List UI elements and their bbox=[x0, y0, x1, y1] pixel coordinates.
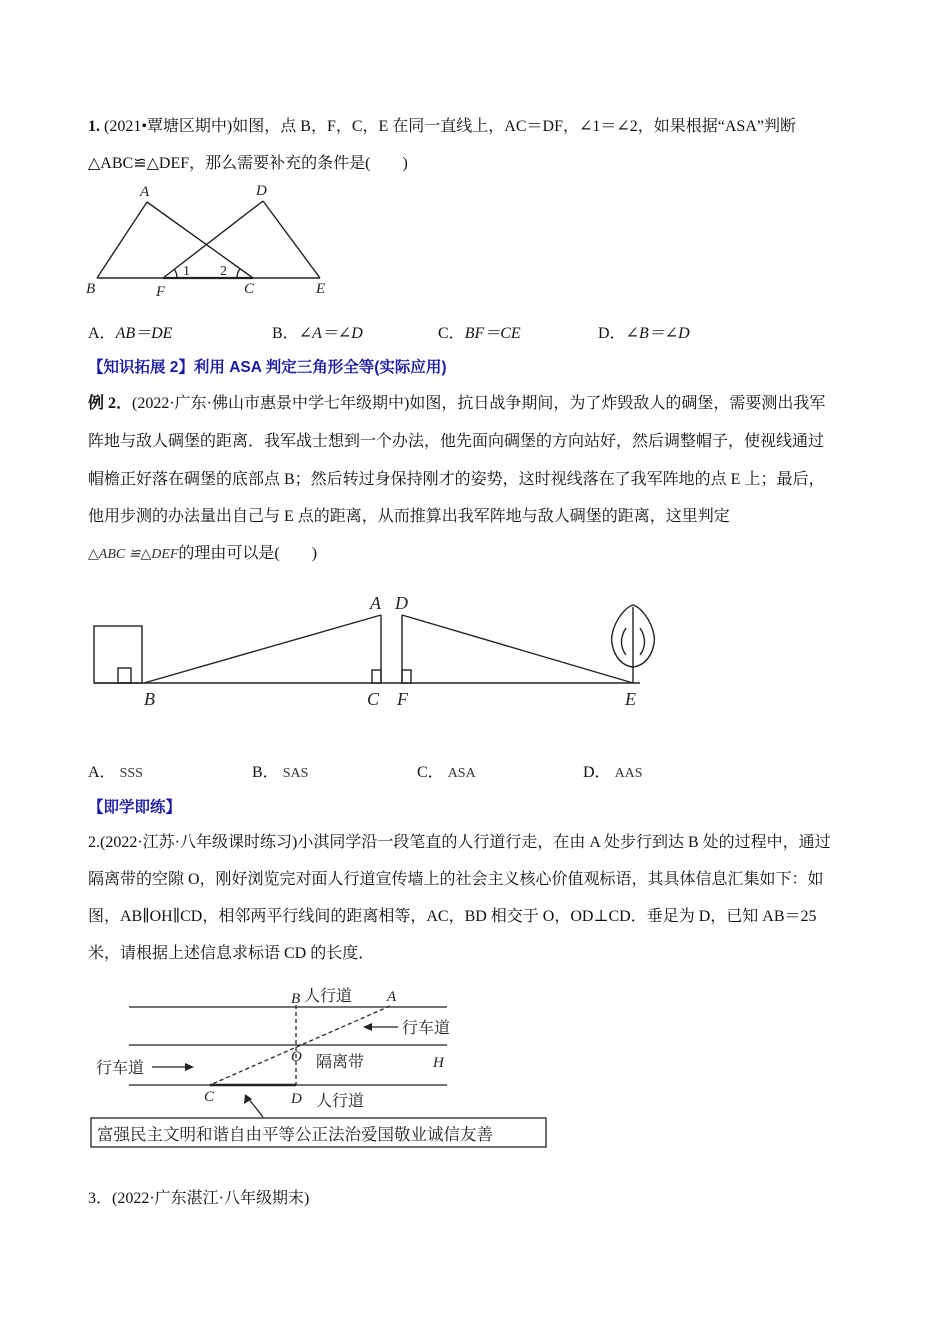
q1-line2: △ABC≌△DEF，那么需要补充的条件是( ) bbox=[88, 155, 408, 172]
q1-number: 1. bbox=[88, 118, 100, 135]
ex2-line4: 他用步测的办法量出自己与 E 点的距离，从而推算出我军阵地与敌人碉堡的距离，这里判定 bbox=[88, 508, 730, 525]
q1-option-c[interactable]: C．BF＝CE bbox=[438, 325, 521, 342]
q2-slogan: 富强民主文明和谐自由平等公正法治爱国敬业诚信友善 bbox=[97, 1126, 493, 1144]
ex2-number: 例 2． bbox=[88, 395, 133, 412]
ex2-label-e: E bbox=[625, 689, 636, 709]
ex2-label-b: B bbox=[144, 689, 155, 709]
ex2-bunker-figure bbox=[80, 585, 680, 715]
q2-sidewalk-top: 人行道 bbox=[304, 988, 353, 1005]
q2-median: 隔离带 bbox=[316, 1054, 365, 1071]
q2-label-c: C bbox=[204, 1089, 215, 1105]
q2-line4: 米，请根据上述信息求标语 CD 的长度． bbox=[88, 945, 375, 962]
q3-line1: 3．(2022·广东湛江·八年级期末) bbox=[88, 1190, 310, 1207]
q2-sidewalk-bottom: 人行道 bbox=[316, 1093, 365, 1110]
q1-label-d: D bbox=[256, 183, 267, 199]
q1-triangle-figure bbox=[80, 180, 360, 300]
q1-option-d[interactable]: D．∠B＝∠D bbox=[598, 325, 690, 342]
ex2-label-a: A bbox=[370, 593, 381, 613]
practice-heading: 【即学即练】 bbox=[88, 799, 182, 816]
q2-label-a: A bbox=[387, 989, 397, 1005]
q2-line2: 隔离带的空隙 O，刚好浏览完对面人行道宣传墙上的社会主义核心价值观标语，其具体信息汇集如下：如 bbox=[88, 871, 824, 888]
q2-label-d: D bbox=[291, 1091, 302, 1107]
ex2-option-d[interactable]: D． AAS bbox=[583, 764, 643, 781]
ex2-label-c: C bbox=[367, 689, 380, 709]
q2-line3: 图，AB∥OH∥CD，相邻两平行线间的距离相等，AC，BD 相交于 O，OD⊥CD．垂足为 D，已知 AB＝25 bbox=[88, 908, 817, 925]
ex2-option-a[interactable]: A． SSS bbox=[88, 764, 143, 781]
q1-label-e: E bbox=[316, 281, 326, 297]
ex2-line2: 阵地与敌人碉堡的距离．我军战士想到一个办法，他先面向碉堡的方向站好，然后调整帽子，使视线通过 bbox=[88, 433, 825, 450]
ex2-label-d: D bbox=[395, 593, 408, 613]
q1-label-b: B bbox=[86, 281, 96, 297]
ex2-line1: 例 2．(2022·广东·佛山市惠景中学七年级期中)如图，抗日战争期间，为了炸毁敌人的碉堡，需要测出我军 bbox=[88, 395, 826, 412]
q2-label-b: B bbox=[291, 991, 301, 1007]
q2-label-o: O bbox=[291, 1049, 302, 1065]
q1-label-c: C bbox=[244, 281, 255, 297]
q1-angle-1: 1 bbox=[183, 264, 190, 279]
q1-option-a[interactable]: A．AB＝DE bbox=[88, 325, 173, 342]
ex2-line5: △ABC ≌△DEF的理由可以是( ) bbox=[88, 545, 318, 562]
q2-lane-top: 行车道 bbox=[402, 1020, 451, 1037]
q1-option-b[interactable]: B．∠A＝∠D bbox=[272, 325, 363, 342]
ex2-math: △ABC ≌△DEF bbox=[88, 547, 179, 562]
q1-label-f: F bbox=[156, 284, 166, 300]
q1-label-a: A bbox=[140, 184, 150, 200]
q2-lane-bottom: 行车道 bbox=[96, 1060, 145, 1077]
q2-line1: 2.(2022·江苏·八年级课时练习)小淇同学沿一段笔直的人行道行走，在由 A 处步行到达 B 处的过程中，通过 bbox=[88, 834, 831, 851]
ex2-label-f: F bbox=[397, 689, 408, 709]
ex2-option-b[interactable]: B． SAS bbox=[252, 764, 309, 781]
ex2-option-c[interactable]: C． ASA bbox=[417, 764, 476, 781]
q1-source: (2021•覃塘区期中) bbox=[104, 118, 233, 135]
q1-angle-2: 2 bbox=[220, 264, 227, 279]
q1-line1 bbox=[88, 116, 796, 138]
q2-road-figure bbox=[80, 975, 560, 1155]
q1-text1: 如图，点 B，F，C，E 在同一直线上，AC＝DF，∠1＝∠2，如果根据“ASA”判断 bbox=[232, 118, 796, 135]
ex2-line3: 帽檐正好落在碉堡的底部点 B；然后转过身保持刚才的姿势，这时视线落在了我军阵地的点 E 上；最后， bbox=[88, 471, 825, 488]
section-heading: 【知识拓展 2】利用 ASA 判定三角形全等(实际应用) bbox=[88, 359, 447, 376]
q2-label-h: H bbox=[433, 1055, 444, 1071]
